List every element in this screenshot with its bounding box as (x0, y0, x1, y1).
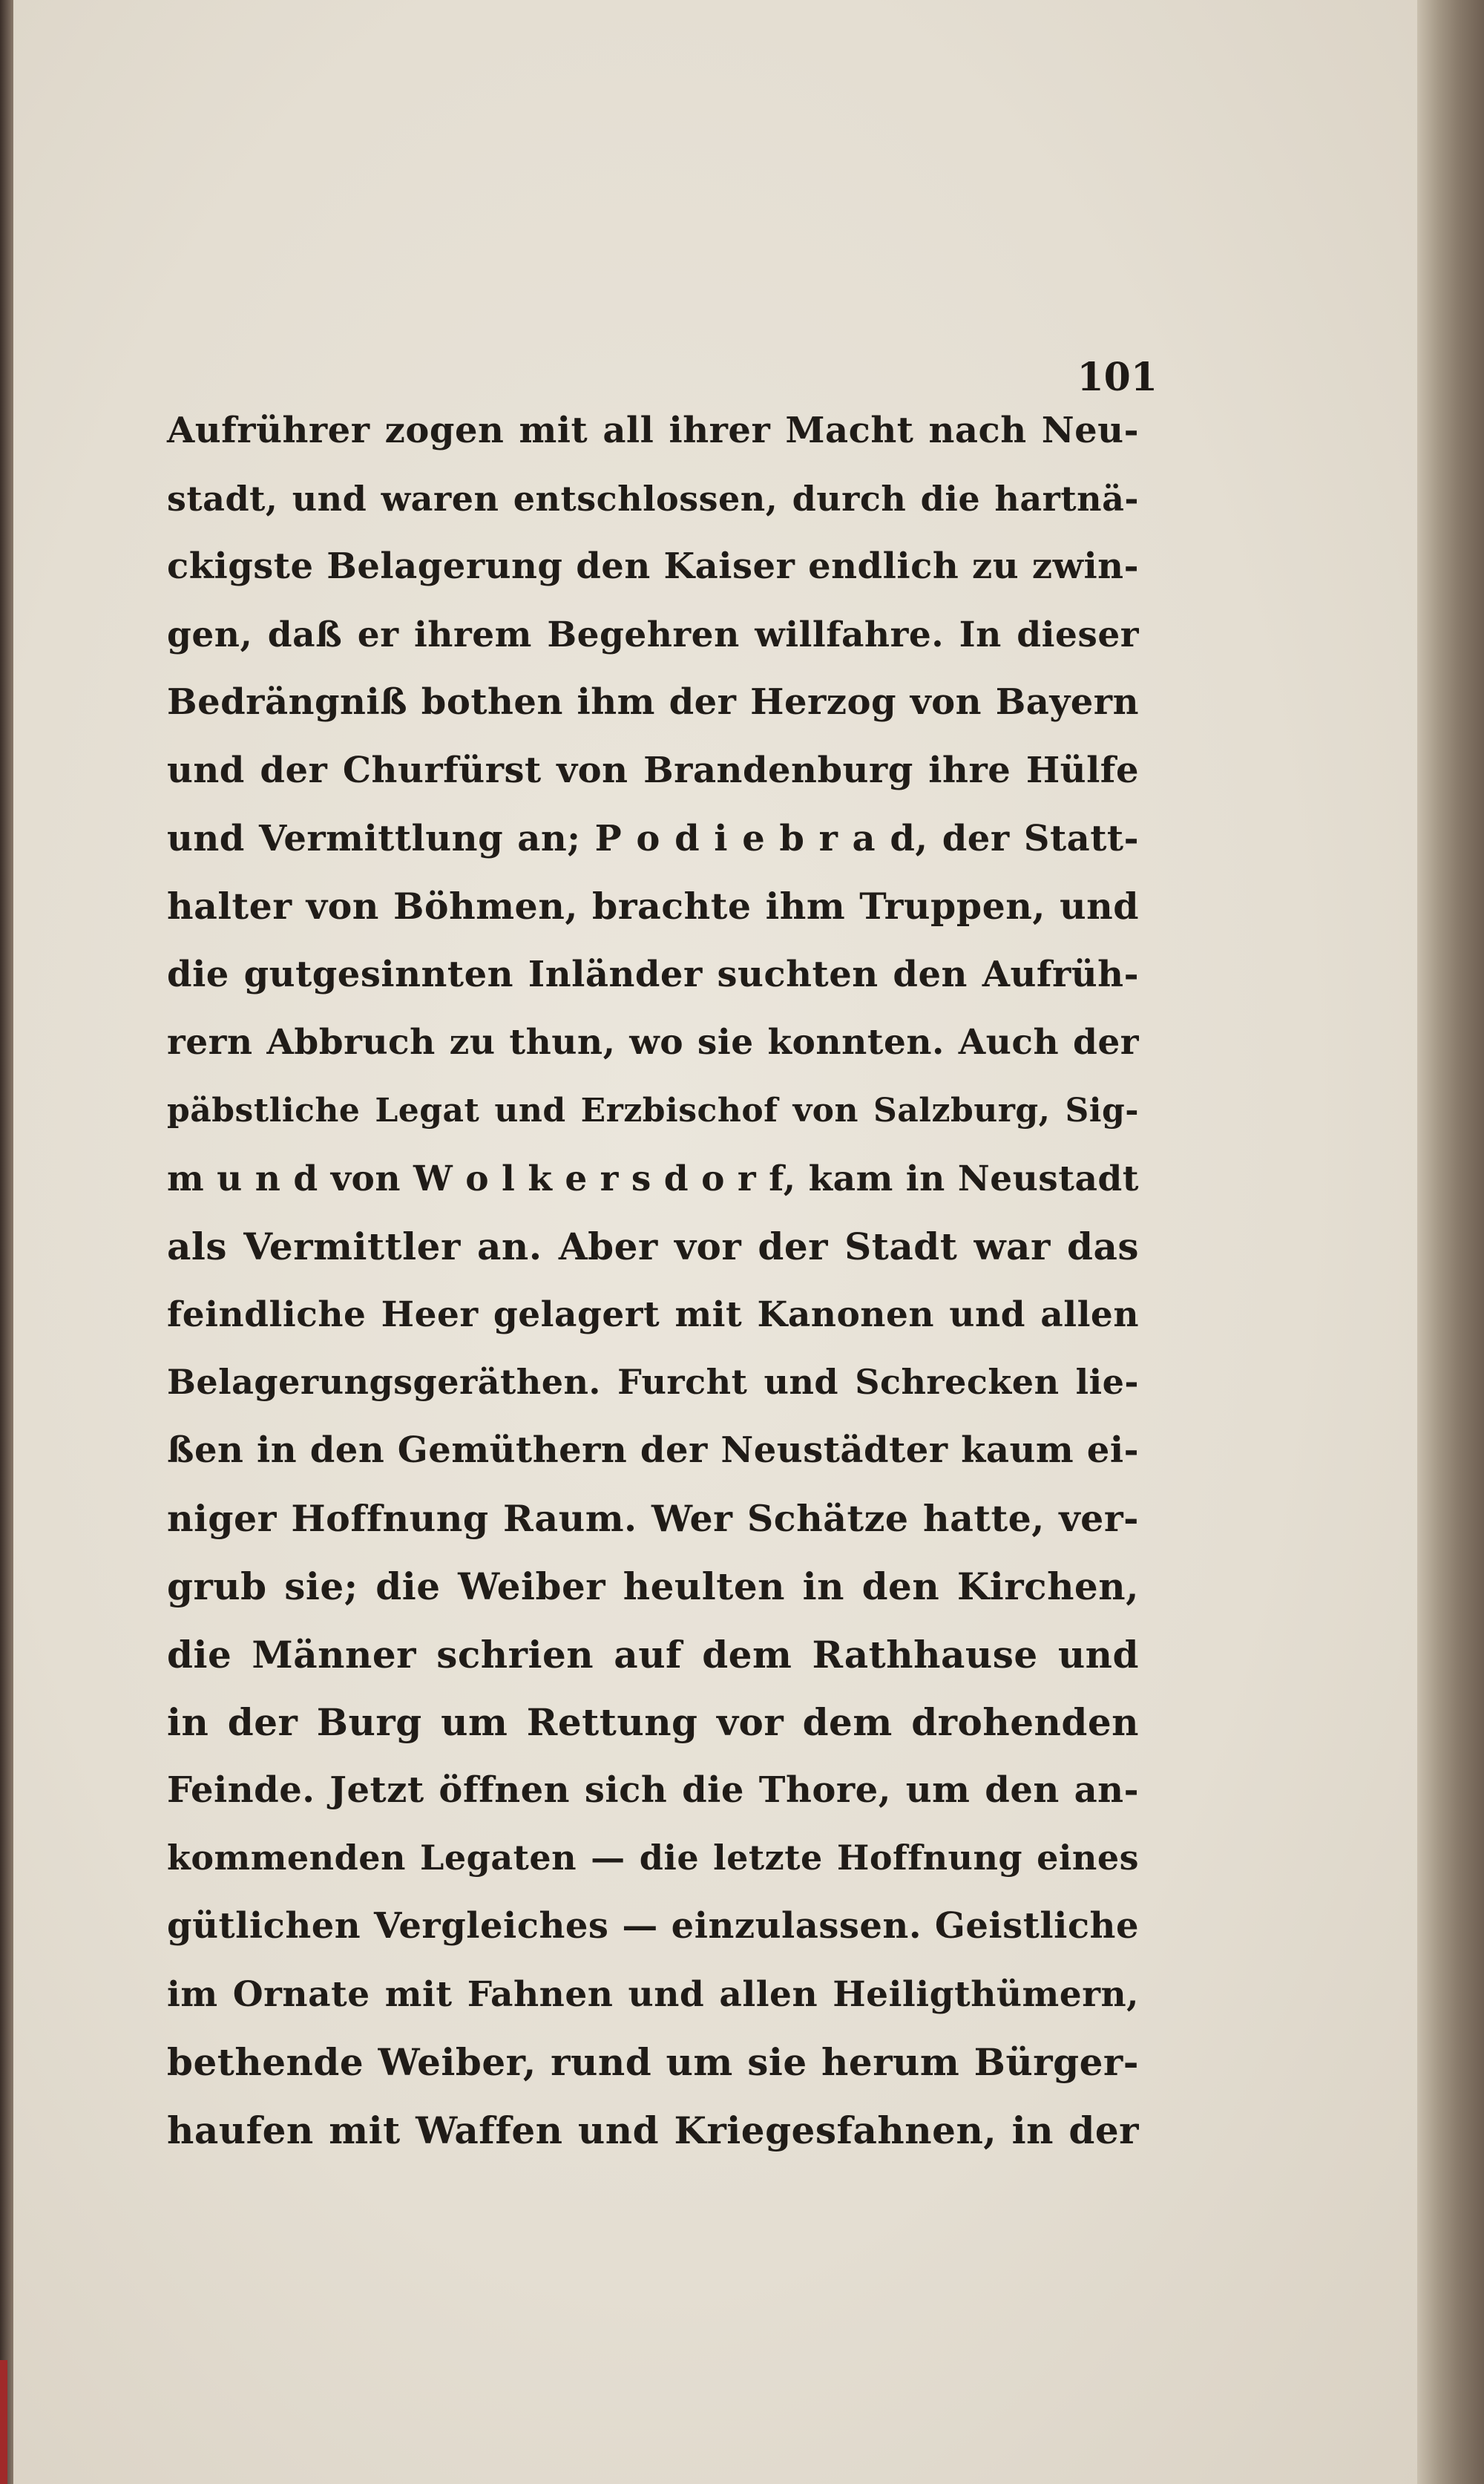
text-line: grub sie; die Weiber heulten in den Kirchen, (167, 1564, 1139, 1609)
text-line: rern Abbruch zu thun, wo sie konnten. Auch der (167, 1022, 1139, 1064)
text-line: als Vermittler an. Aber vor der Stadt war das (167, 1225, 1139, 1269)
text-line: halter von Böhmen, brachte ihm Truppen, und (167, 885, 1139, 928)
text-line: Bedrängniß bothen ihm der Herzog von Bayern (167, 681, 1139, 724)
text-line: die gutgesinnten Inländer suchten den Aufrüh- (167, 953, 1139, 995)
text-line: in der Burg um Rettung vor dem drohenden (167, 1700, 1139, 1745)
text-line: stadt, und waren entschlossen, durch die hartnä- (167, 478, 1139, 519)
body-text (167, 397, 1139, 2164)
text-line: gütlichen Vergleiches — einzulassen. Geistliche (167, 1905, 1139, 1947)
text-line: ßen in den Gemüthern der Neustädter kaum ei- (167, 1429, 1139, 1471)
text-line: im Ornate mit Fahnen und allen Heiligthümern, (167, 1973, 1139, 2015)
text-line: feindliche Heer gelagert mit Kanonen und allen (167, 1294, 1139, 1335)
text-line: haufen mit Waffen und Kriegesfahnen, in der (167, 2108, 1139, 2152)
text-line: Belagerungsgeräthen. Furcht und Schrecken lie- (167, 1362, 1139, 1403)
text-line: Feinde. Jetzt öffnen sich die Thore, um den an- (167, 1769, 1139, 1811)
text-line: kommenden Legaten — die letzte Hoffnung eines (167, 1838, 1139, 1878)
book-binding-edge (1417, 0, 1484, 2484)
text-line: ckigste Belagerung den Kaiser endlich zu zwin- (167, 545, 1139, 588)
text-line: die Männer schrien auf dem Rathhause und (167, 1632, 1139, 1677)
text-line: gen, daß er ihrem Begehren willfahre. In dieser (167, 614, 1139, 655)
page-number: 101 (1077, 355, 1158, 400)
text-line: päbstliche Legat und Erzbischof von Salzburg, Sig- (167, 1091, 1139, 1130)
text-line: bethende Weiber, rund um sie herum Bürger- (167, 2040, 1139, 2085)
red-bookmark-edge (0, 2360, 7, 2484)
book-left-edge (0, 0, 13, 2484)
text-line: m u n d von W o l k e r s d o r f, kam in Neustadt (167, 1158, 1139, 1199)
text-line: und Vermittlung an; P o d i e b r a d, der Statt- (167, 817, 1139, 859)
text-line: und der Churfürst von Brandenburg ihre Hülfe (167, 749, 1139, 791)
text-line: Aufrührer zogen mit all ihrer Macht nach Neu- (167, 410, 1139, 451)
text-line: niger Hoffnung Raum. Wer Schätze hatte, ver- (167, 1496, 1139, 1540)
